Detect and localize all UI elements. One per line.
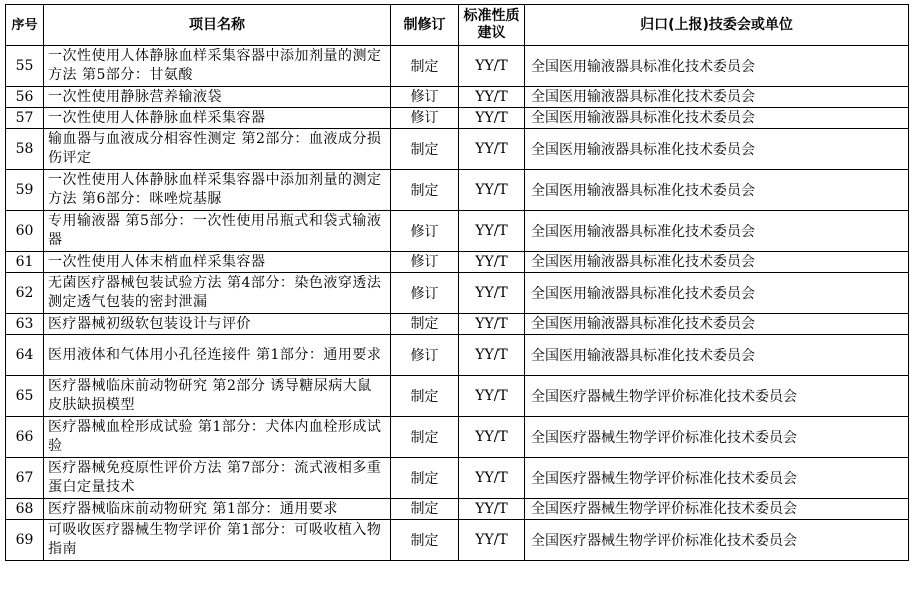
cell-type: 制定 xyxy=(391,499,459,520)
standards-table xyxy=(5,4,909,561)
cell-type: 制定 xyxy=(391,458,459,499)
cell-name: 医疗器械免疫原性评价方法 第7部分：流式液相多重蛋白定量技术 xyxy=(44,458,391,499)
table-row xyxy=(6,520,909,561)
cell-type: 制定 xyxy=(391,129,459,170)
cell-name: 医疗器械血栓形成试验 第1部分：犬体内血栓形成试验 xyxy=(44,417,391,458)
table-row xyxy=(6,335,909,376)
cell-name: 医用液体和气体用小孔径连接件 第1部分：通用要求 xyxy=(44,335,391,376)
table-row xyxy=(6,314,909,335)
cell-prop: YY/T xyxy=(459,46,525,87)
cell-num: 68 xyxy=(6,499,44,520)
cell-name: 一次性使用人体末梢血样采集容器 xyxy=(44,252,391,273)
header-org: 归口(上报)技委会或单位 xyxy=(525,5,909,46)
cell-prop: YY/T xyxy=(459,376,525,417)
cell-num: 61 xyxy=(6,252,44,273)
cell-name: 医疗器械临床前动物研究 第2部分 诱导糖尿病大鼠皮肤缺损模型 xyxy=(44,376,391,417)
cell-type: 修订 xyxy=(391,211,459,252)
cell-num: 55 xyxy=(6,46,44,87)
table-row xyxy=(6,499,909,520)
table-row xyxy=(6,417,909,458)
cell-type: 修订 xyxy=(391,273,459,314)
cell-org: 全国医用输液器具标准化技术委员会 xyxy=(525,129,909,170)
cell-type: 修订 xyxy=(391,252,459,273)
cell-num: 60 xyxy=(6,211,44,252)
cell-type: 制定 xyxy=(391,376,459,417)
cell-name: 专用输液器 第5部分：一次性使用吊瓶式和袋式输液器 xyxy=(44,211,391,252)
cell-num: 67 xyxy=(6,458,44,499)
cell-type: 修订 xyxy=(391,335,459,376)
cell-type: 制定 xyxy=(391,170,459,211)
cell-prop: YY/T xyxy=(459,108,525,129)
cell-num: 66 xyxy=(6,417,44,458)
table-row xyxy=(6,108,909,129)
cell-org: 全国医疗器械生物学评价标准化技术委员会 xyxy=(525,520,909,561)
cell-prop: YY/T xyxy=(459,87,525,108)
cell-num: 62 xyxy=(6,273,44,314)
cell-type: 修订 xyxy=(391,87,459,108)
cell-type: 制定 xyxy=(391,46,459,87)
cell-prop: YY/T xyxy=(459,499,525,520)
table-row xyxy=(6,46,909,87)
cell-name: 医疗器械临床前动物研究 第1部分：通用要求 xyxy=(44,499,391,520)
cell-org: 全国医用输液器具标准化技术委员会 xyxy=(525,87,909,108)
header-type: 制修订 xyxy=(391,5,459,46)
cell-num: 56 xyxy=(6,87,44,108)
cell-org: 全国医疗器械生物学评价标准化技术委员会 xyxy=(525,376,909,417)
cell-prop: YY/T xyxy=(459,252,525,273)
cell-type: 制定 xyxy=(391,417,459,458)
cell-org: 全国医疗器械生物学评价标准化技术委员会 xyxy=(525,499,909,520)
cell-org: 全国医疗器械生物学评价标准化技术委员会 xyxy=(525,458,909,499)
cell-org: 全国医用输液器具标准化技术委员会 xyxy=(525,335,909,376)
header-name: 项目名称 xyxy=(44,5,391,46)
cell-type: 修订 xyxy=(391,108,459,129)
cell-org: 全国医用输液器具标准化技术委员会 xyxy=(525,252,909,273)
cell-prop: YY/T xyxy=(459,170,525,211)
table-row xyxy=(6,87,909,108)
cell-prop: YY/T xyxy=(459,335,525,376)
cell-prop: YY/T xyxy=(459,314,525,335)
cell-num: 65 xyxy=(6,376,44,417)
cell-prop: YY/T xyxy=(459,417,525,458)
cell-name: 一次性使用静脉营养输液袋 xyxy=(44,87,391,108)
table-row xyxy=(6,252,909,273)
table-row xyxy=(6,273,909,314)
cell-num: 64 xyxy=(6,335,44,376)
cell-prop: YY/T xyxy=(459,273,525,314)
cell-org: 全国医用输液器具标准化技术委员会 xyxy=(525,314,909,335)
table-row xyxy=(6,170,909,211)
table-row xyxy=(6,458,909,499)
cell-org: 全国医用输液器具标准化技术委员会 xyxy=(525,273,909,314)
cell-num: 57 xyxy=(6,108,44,129)
table-body xyxy=(6,46,909,561)
cell-type: 制定 xyxy=(391,520,459,561)
cell-num: 59 xyxy=(6,170,44,211)
table-header-row xyxy=(6,5,909,46)
cell-name: 医疗器械初级软包装设计与评价 xyxy=(44,314,391,335)
cell-prop: YY/T xyxy=(459,211,525,252)
cell-org: 全国医用输液器具标准化技术委员会 xyxy=(525,108,909,129)
table-row xyxy=(6,211,909,252)
cell-org: 全国医用输液器具标准化技术委员会 xyxy=(525,211,909,252)
cell-prop: YY/T xyxy=(459,520,525,561)
cell-name: 可吸收医疗器械生物学评价 第1部分：可吸收植入物指南 xyxy=(44,520,391,561)
cell-org: 全国医用输液器具标准化技术委员会 xyxy=(525,46,909,87)
cell-org: 全国医疗器械生物学评价标准化技术委员会 xyxy=(525,417,909,458)
header-num: 序号 xyxy=(6,5,44,46)
cell-name: 一次性使用人体静脉血样采集容器中添加剂量的测定方法 第5部分：甘氨酸 xyxy=(44,46,391,87)
header-prop: 标准性质建议 xyxy=(459,5,525,46)
cell-num: 58 xyxy=(6,129,44,170)
cell-name: 输血器与血液成分相容性测定 第2部分：血液成分损伤评定 xyxy=(44,129,391,170)
cell-type: 制定 xyxy=(391,314,459,335)
table-row xyxy=(6,376,909,417)
cell-num: 63 xyxy=(6,314,44,335)
cell-name: 一次性使用人体静脉血样采集容器 xyxy=(44,108,391,129)
cell-name: 无菌医疗器械包装试验方法 第4部分：染色液穿透法测定透气包装的密封泄漏 xyxy=(44,273,391,314)
cell-name: 一次性使用人体静脉血样采集容器中添加剂量的测定方法 第6部分：咪唑烷基脲 xyxy=(44,170,391,211)
cell-num: 69 xyxy=(6,520,44,561)
cell-prop: YY/T xyxy=(459,129,525,170)
cell-prop: YY/T xyxy=(459,458,525,499)
table-row xyxy=(6,129,909,170)
cell-org: 全国医用输液器具标准化技术委员会 xyxy=(525,170,909,211)
